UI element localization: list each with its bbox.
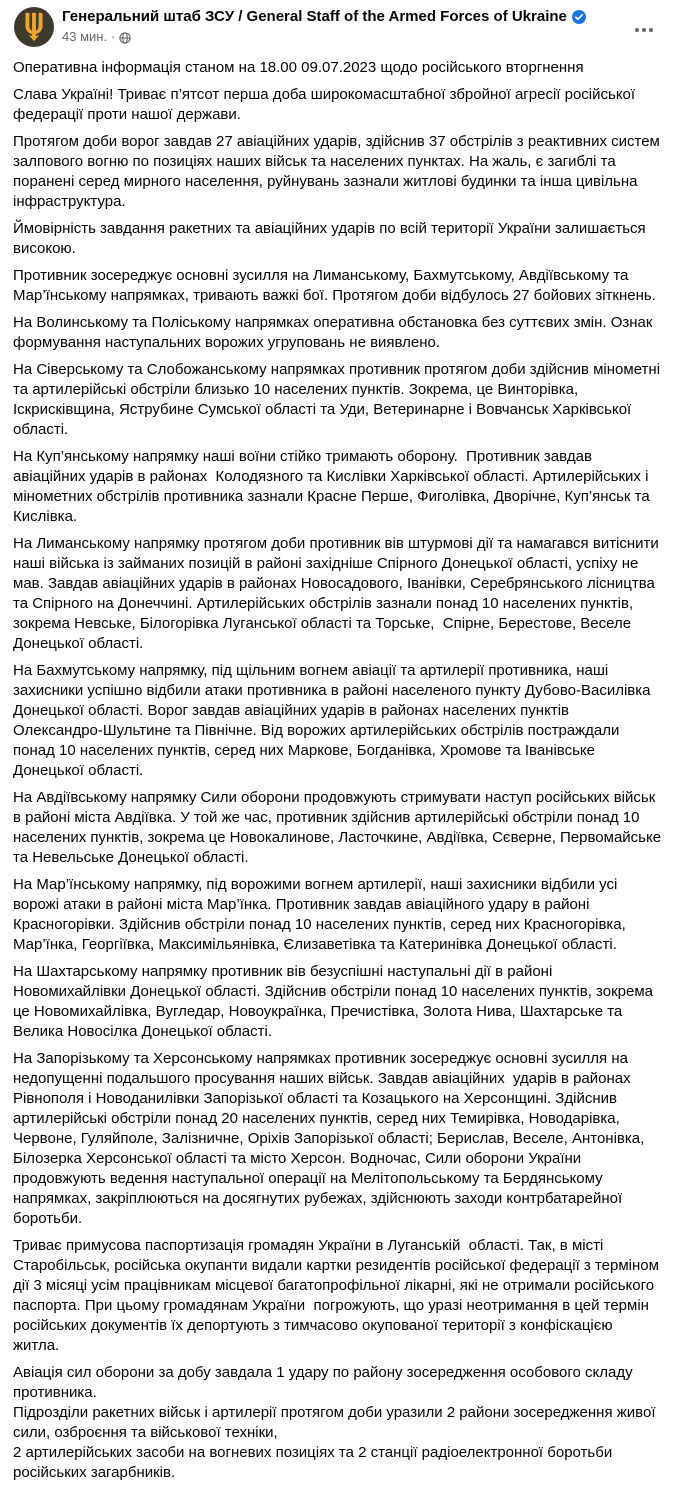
post-paragraph: На Запорізькому та Херсонському напрямках противник зосереджує основні зусилля на недопущенні подальшого просування наших військ. Завдав авіаційних ударів в районах Рівнополя і Новоданилівки Запорізької області та Козацького на Херсонщині. Здійснив артилерійські обстріли понад 20 населених пунктів, серед них Темирівка, Новодарівка, Червоне, Гуляйполе, Залізничне, Оріхів Запорізької області; Берислав, Веселе, Антонівка, Білозерка Херсонської області та місто Херсон. Водночас, Сили оборони України продовжують ведення наступальної операції на Мелітопольському та Бердянському напрямках, закріплюються на досягнутих рубежах, здійснюють заходи контрбатарейної боротьби. [13,1050,649,1227]
post-paragraph: На Лиманському напрямку протягом доби противник вів штурмові дії та намагався витіснити наші війська із займаних позицій в районі західніше Спірного Донецької області, успіху не мав. Завдав авіаційних ударів в районах Новосадового, Іванівки, Серебрянського лісництва та Спірного на Донеччині. Артилерійських обстрілів зазнали понад 10 населених пунктів, зокрема Невське, Білогорівка Луганської області та Торське, Спірне, Берестове, Веселе Донецької області. [13,535,663,652]
page-avatar[interactable] [14,7,54,47]
trident-icon [22,12,46,42]
page-name[interactable]: Генеральний штаб ЗСУ / General Staff of the Armed Forces of Ukraine [62,8,567,25]
post-header [0,0,676,47]
post-paragraph: На Авдіївському напрямку Сили оборони продовжують стримувати наступ російських військ в районі міста Авдіївка. У той же час, противник здійснив артилерійські обстріли понад 10 населених пунктів, зокрема це Новокалинове, Ласточкине, Авдіївка, Сєверне, Первомайське та Невельське Донецької області. [13,789,666,866]
more-options-button[interactable] [628,18,660,42]
verified-badge-icon [572,10,586,24]
ellipsis-icon [635,28,639,32]
meta-separator: · [111,29,116,44]
post-paragraph: На Куп’янському напрямку наші воїни стійко тримають оборону. Противник завдав авіаційних ударів в районах Колодязного та Кислівки Харківської області. Артилерійських і мінометних обстрілів противника зазнали Красне Перше, Фиголівка, Дворічне, Куп’янськ та Кислівка. [13,448,654,525]
post-paragraph: Протягом доби ворог завдав 27 авіаційних ударів, здійснив 37 обстрілів з реактивних систем залпового вогню по позиціях наших військ та населених пунктах. На жаль, є загиблі та поранені серед мирного населення, руйнувань зазнали житлові будинки та інша цивільна інфраструктура. [13,133,665,210]
globe-icon [119,32,131,44]
post-paragraph: Ймовірність завдання ракетних та авіаційних ударів по всій території України залишається високою. [13,220,650,257]
post-text [0,47,676,1497]
post-paragraph: Авіація сил оборони за добу завдала 1 удару по району зосередження особового складу противника. Підрозділи ракетних військ і артилерії протягом доби уразили 2 райони зосередження живої сили, озброєння та військової техніки, 2 артилерійських засоби на вогневих позиціях та 2 станції радіоелектронної боротьби російських загарбників. [13,1364,656,1481]
post-paragraph: Слава Україні! Триває п’ятсот перша доба широкомасштабної збройної агресії російської федерації проти нашої держави. [13,86,640,123]
post-paragraph: На Волинському та Поліському напрямках оперативна обстановка без суттєвих змін. Ознак формування наступальних ворожих угруповань не виявлено. [13,314,657,351]
post-paragraph: Оперативна інформація станом на 18.00 09.07.2023 щодо російського вторгнення [13,59,584,76]
post-paragraph: На Сіверському та Слобожанському напрямках противник протягом доби здійснив мінометні та артилерійські обстріли близько 10 населених пунктів. Зокрема, це Винторівка, Іскрисківщина, Яструбине Сумської області та Уди, Ветеринарне і Вовчанськ Харківської області. [13,361,665,438]
post-paragraph: На Бахмутському напрямку, під щільним вогнем авіації та артилерії противника, наші захисники успішно відбили атаки противника в районі населеного пункту Дубово-Василівка Донецької області. Ворог завдав авіаційних ударів в районах населених пунктів Олександро-Шультине та Північне. Від ворожих артилерійських обстрілів постраждали понад 10 населених пунктів, серед них Маркове, Богданівка, Хромове та Іванівське Донецької області. [13,662,655,779]
post-paragraph: На Мар’їнському напрямку, під ворожими вогнем артилерії, наші захисники відбили усі ворожі атаки в районі міста Мар’їнка. Противник завдав авіаційного удару в районі Красногорівки. Здійснив обстріли понад 10 населених пунктів, серед них Красногорівка, Мар’їнка, Георгіївка, Максимільянівка, Єлизаветівка та Катеринівка Донецької області. [13,876,630,953]
header-info [62,7,586,45]
post-paragraph: На Шахтарському напрямку противник вів безуспішні наступальні дії в районі Новомихайлівки Донецької області. Здійснив обстріли понад 10 населених пунктів, зокрема це Новомихайлівка, Вугледар, Новоукраїнка, Пречистівка, Золота Нива, Шахтарське та Велика Новосілка Донецької області. [13,963,658,1040]
post-meta [62,29,586,45]
timestamp[interactable]: 43 мин. [62,29,108,44]
post-paragraph: Противник зосереджує основні зусилля на Лиманському, Бахмутському, Авдіївському та Мар’їнському напрямках, тривають важкі бої. Протягом доби відбулось 27 бойових зіткнень. [13,267,656,304]
post-paragraph: Триває примусова паспортизація громадян України в Луганській області. Так, в місті Старобільськ, російська окупанти видали картки резидентів російської федерації з терміном дії 3 місяці усім працівникам місцевої багатопрофільної лікарні, які не отримали російського паспорта. При цьому громадянам України погрожують, що уразі неотримання в цей термін російських документів їх депортують з тимчасово окупованої території з конфіскацією житла. [13,1237,664,1354]
